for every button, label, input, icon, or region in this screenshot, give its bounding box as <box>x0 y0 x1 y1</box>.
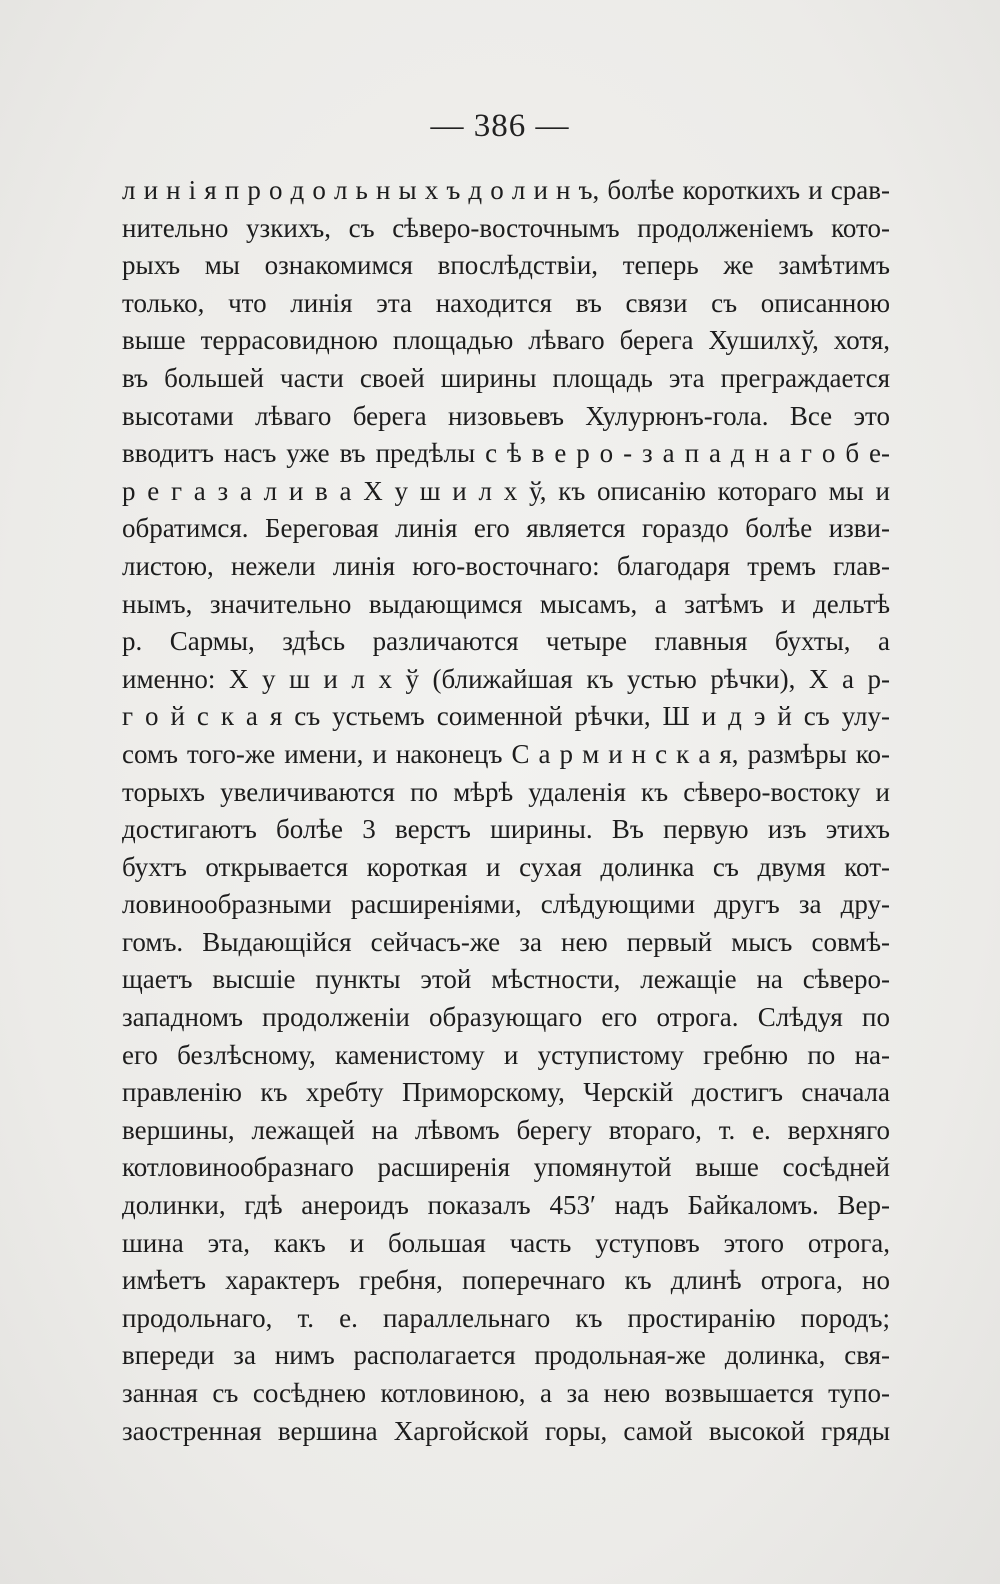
text-line: западномъ продолженіи образующаго его отрога. Слѣдуя по <box>122 1002 890 1033</box>
text-line: г о й с к а я съ устьемъ соименной рѣчки, Ш и д э й съ улу- <box>122 701 890 732</box>
text-line: гомъ. Выдающійся сейчасъ-же за нею первый мысъ совмѣ- <box>122 926 890 957</box>
text-line: сомъ того-же имени, и наконецъ С а р м и н с к а я, размѣры ко- <box>122 738 890 769</box>
text-line: обратимся. Береговая линія его является гораздо болѣе изви- <box>122 513 890 544</box>
text-line: впереди за нимъ располагается продольная-же долинка, свя- <box>122 1340 890 1371</box>
text-line: имѣетъ характеръ гребня, поперечнаго къ длинѣ отрога, но <box>122 1265 890 1296</box>
text-line: достигаютъ болѣе 3 верстъ ширины. Въ первую изъ этихъ <box>122 814 890 845</box>
text-line: заостренная вершина Харгойской горы, самой высокой гряды <box>122 1415 890 1446</box>
text-line: торыхъ увеличиваются по мѣрѣ удаленія къ сѣверо-востоку и <box>122 776 890 807</box>
text-line: долинки, гдѣ анероидъ показалъ 453′ надъ Байкаломъ. Вер- <box>122 1190 890 1221</box>
text-line: въ большей части своей ширины площадь эта преграждается <box>122 362 890 393</box>
text-line: бухтъ открывается короткая и сухая долинка съ двумя кот- <box>122 851 890 882</box>
page-number: — 386 — <box>430 108 570 144</box>
text-line: нымъ, значительно выдающимся мысамъ, а затѣмъ и дельтѣ <box>122 588 890 619</box>
text-line: котловинообразнаго расширенія упомянутой выше сосѣдней <box>122 1152 890 1183</box>
text-line: занная съ сосѣднею котловиною, а за нею возвышается тупо- <box>122 1378 890 1408</box>
body-text <box>122 172 890 1450</box>
text-line: вершины, лежащей на лѣвомъ берегу втораго, т. е. верхняго <box>122 1114 890 1145</box>
text-line: выше террасовидною площадью лѣваго берега Хушилхў, хотя, <box>122 325 890 356</box>
text-line: р. Сармы, здѣсь различаются четыре главныя бухты, а <box>122 626 890 657</box>
text-line: л и н і я п р о д о л ь н ы х ъ д о л и н ъ, болѣе короткихъ и срав- <box>122 175 890 205</box>
text-line: продольнаго, т. е. параллельнаго къ простиранію породъ; <box>122 1302 890 1333</box>
text-line: высотами лѣваго берега низовьевъ Хулурюнъ-гола. Все это <box>122 400 890 431</box>
text-line: именно: Х у ш и л х ў (ближайшая къ устью рѣчки), Х а р- <box>122 663 890 694</box>
text-line: листою, нежели линія юго-восточнаго: благодаря тремъ глав- <box>122 550 890 581</box>
text-line: вводитъ насъ уже въ предѣлы с ѣ в е р о - з а п а д н а г о б е- <box>122 438 890 469</box>
text-line: его безлѣсному, каменистому и уступистому гребню по на- <box>122 1039 890 1070</box>
text-line: шина эта, какъ и большая часть уступовъ этого отрога, <box>122 1227 890 1258</box>
text-line: правленію къ хребту Приморскому, Черскій достигъ сначала <box>122 1077 890 1108</box>
text-line: рыхъ мы ознакомимся впослѣдствіи, теперь же замѣтимъ <box>122 250 890 281</box>
text-line: р е г а з а л и в а Х у ш и л х ў, къ описанію котораго мы и <box>122 475 890 506</box>
text-line: нительно узкихъ, съ сѣверо-восточнымъ продолженіемъ кото- <box>122 212 890 243</box>
text-line: ловинообразными расширеніями, слѣдующими другъ за дру- <box>122 889 890 920</box>
text-line: щаетъ высшіе пункты этой мѣстности, лежащіе на сѣверо- <box>122 964 890 995</box>
text-line: только, что линія эта находится въ связи съ описанною <box>122 287 890 318</box>
